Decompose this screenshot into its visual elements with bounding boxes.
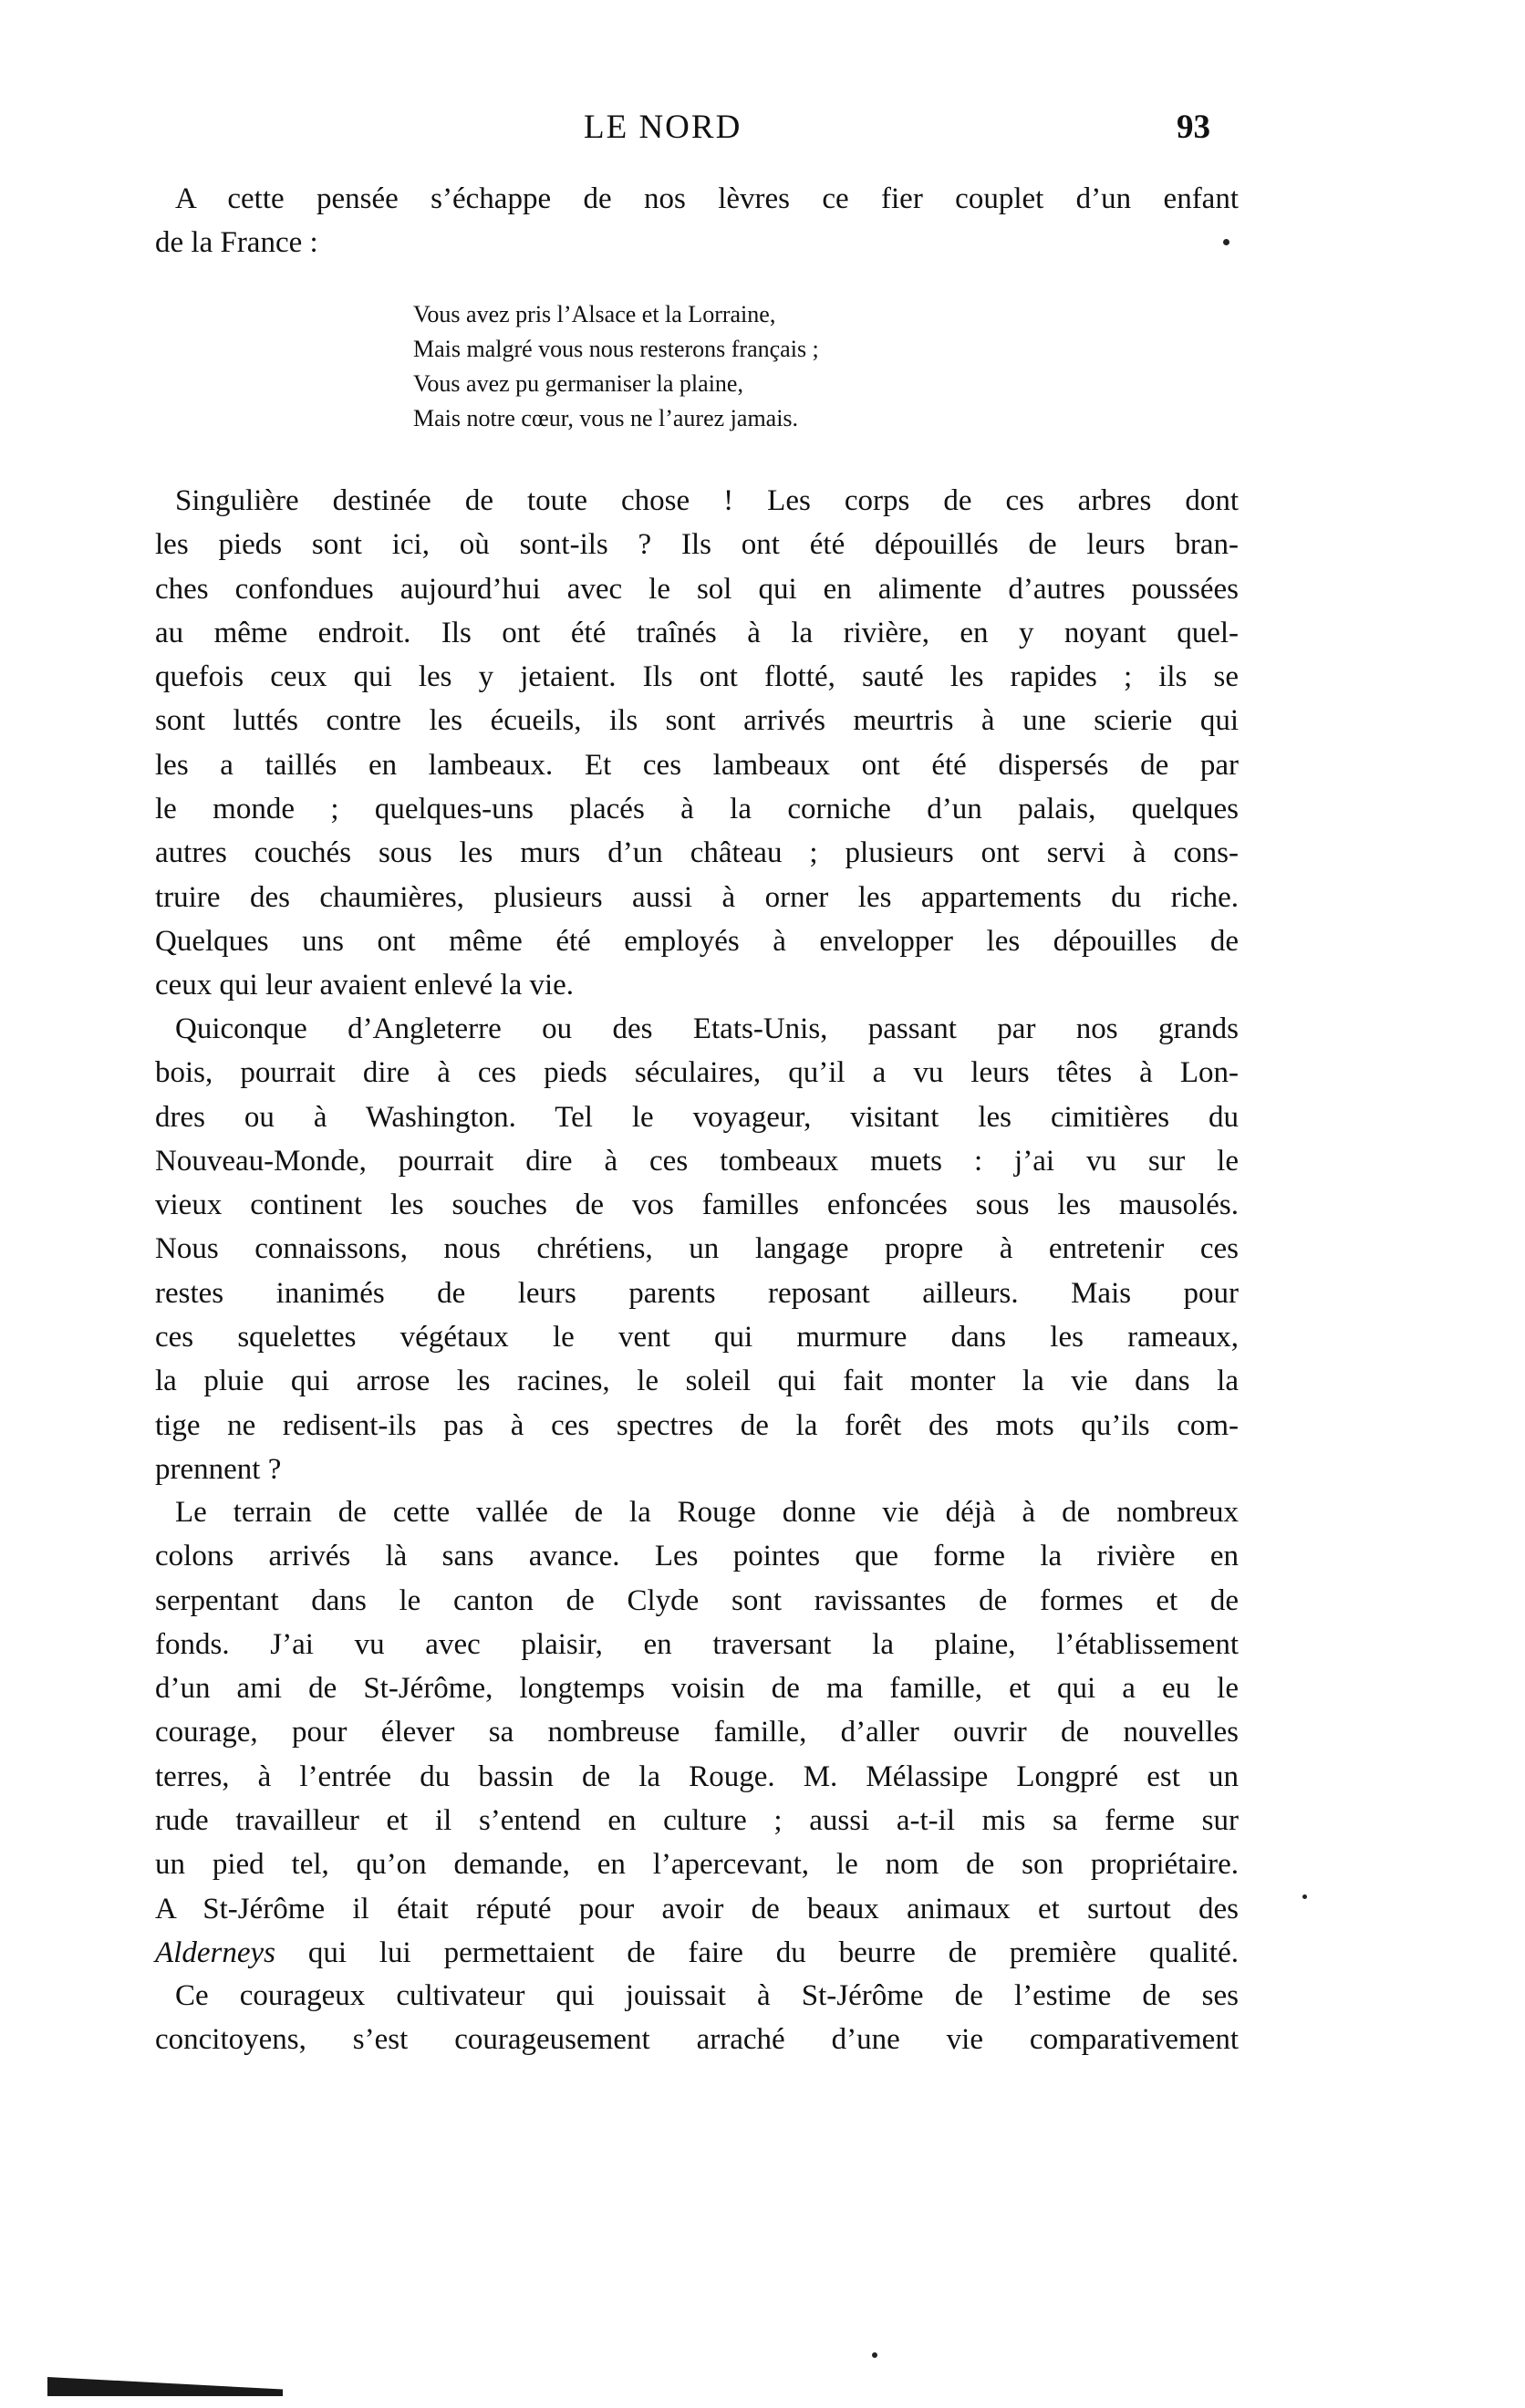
text-line: concitoyens, s’est courageusement arraché d’une vie comparativement bbox=[155, 2023, 1239, 2057]
ink-speck bbox=[1223, 239, 1229, 245]
text-line: Singulière destinée de toute chose ! Les corps de ces arbres dont bbox=[175, 484, 1239, 517]
text-line: serpentant dans le canton de Clyde sont ravissantes de formes et de bbox=[155, 1583, 1239, 1617]
text-line: la pluie qui arrose les racines, le soleil qui fait monter la vie dans la bbox=[155, 1365, 1239, 1398]
text-line: vieux continent les souches de vos familles enfoncées sous les mausolés. bbox=[155, 1188, 1239, 1222]
text-line: tige ne redisent-ils pas à ces spectres de la forêt des mots qu’ils com- bbox=[155, 1408, 1239, 1442]
text-line: Nous connaissons, nous chrétiens, un langage propre à entretenir ces bbox=[155, 1232, 1239, 1266]
text-line: bois, pourrait dire à ces pieds séculaires, qu’il a vu leurs têtes à Lon- bbox=[155, 1056, 1239, 1090]
text-line: ches confondues aujourd’hui avec le sol qui en alimente d’autres poussées bbox=[155, 572, 1239, 606]
text-line: courage, pour élever sa nombreuse famille, d’aller ouvrir de nouvelles bbox=[155, 1716, 1239, 1749]
page-number: 93 bbox=[1177, 109, 1210, 146]
text-line: prennent ? bbox=[155, 1452, 282, 1486]
text-line: au même endroit. Ils ont été traînés à la rivière, en y noyant quel- bbox=[155, 616, 1239, 649]
italic-word: Alderneys bbox=[155, 1936, 275, 1969]
text-line: colons arrivés là sans avance. Les pointes que forme la rivière en bbox=[155, 1540, 1239, 1573]
ink-speck bbox=[1302, 1894, 1307, 1899]
verse-line: Vous avez pu germaniser la plaine, bbox=[413, 370, 743, 397]
text-line: un pied tel, qu’on demande, en l’apercevant, le nom de son propriétaire. bbox=[155, 1848, 1239, 1882]
text-line: ceux qui leur avaient enlevé la vie. bbox=[155, 969, 575, 1002]
text-line: Le terrain de cette vallée de la Rouge donne vie déjà à de nombreux bbox=[175, 1496, 1239, 1529]
text-line: A cette pensée s’échappe de nos lèvres ce fier couplet d’un enfant bbox=[175, 182, 1239, 215]
text-line: quefois ceux qui les y jetaient. Ils ont flotté, sauté les rapides ; ils se bbox=[155, 660, 1239, 694]
text-line: terres, à l’entrée du bassin de la Rouge. M. Mélassipe Longpré est un bbox=[155, 1759, 1239, 1793]
text-line: Nouveau-Monde, pourrait dire à ces tombeaux muets : j’ai vu sur le bbox=[155, 1144, 1239, 1178]
paragraph-4 bbox=[155, 1974, 1239, 2062]
text-line: d’un ami de St-Jérôme, longtemps voisin de ma famille, et qui a eu le bbox=[155, 1672, 1239, 1706]
text-line: autres couchés sous les murs d’un château ; plusieurs ont servi à cons- bbox=[155, 836, 1239, 870]
text-line: truire des chaumières, plusieurs aussi à orner les appartements du riche. bbox=[155, 880, 1239, 914]
text-line: dres ou à Washington. Tel le voyageur, visitant les cimitières du bbox=[155, 1100, 1239, 1134]
verse-line: Mais malgré vous nous resterons français ; bbox=[413, 336, 819, 362]
text-line: Quelques uns ont même été employés à envelopper les dépouilles de bbox=[155, 924, 1239, 958]
ink-speck bbox=[872, 2352, 877, 2358]
text-line: les a taillés en lambeaux. Et ces lambeaux ont été dispersés de par bbox=[155, 748, 1239, 782]
intro-paragraph bbox=[155, 177, 1239, 265]
text-line: de la France : bbox=[155, 226, 318, 260]
scan-edge-mark bbox=[47, 2369, 283, 2396]
text-line: fonds. J’ai vu avec plaisir, en traversant la plaine, l’établissement bbox=[155, 1627, 1239, 1661]
paragraph-1 bbox=[155, 479, 1239, 1008]
text-line: A St-Jérôme il était réputé pour avoir de beaux animaux et surtout des bbox=[155, 1892, 1239, 1925]
running-head: LE NORD bbox=[584, 109, 742, 146]
text-line: Ce courageux cultivateur qui jouissait à St-Jérôme de l’estime de ses bbox=[175, 1979, 1239, 2012]
text-line: Quiconque d’Angleterre ou des Etats-Unis, passant par nos grands bbox=[175, 1012, 1239, 1045]
verse-line: Vous avez pris l’Alsace et la Lorraine, bbox=[413, 301, 776, 327]
line-rest: qui lui permettaient de faire du beurre de première qualité. bbox=[275, 1936, 1239, 1969]
text-line: sont luttés contre les écueils, ils sont arrivés meurtris à une scierie qui bbox=[155, 704, 1239, 738]
text-line: rude travailleur et il s’entend en culture ; aussi a-t-il mis sa ferme sur bbox=[155, 1804, 1239, 1838]
paragraph-3 bbox=[155, 1490, 1239, 1975]
verse-line: Mais notre cœur, vous ne l’aurez jamais. bbox=[413, 405, 799, 431]
text-line: le monde ; quelques-uns placés à la corniche d’un palais, quelques bbox=[155, 793, 1239, 826]
text-line: restes inanimés de leurs parents reposant ailleurs. Mais pour bbox=[155, 1276, 1239, 1310]
verse-quote bbox=[413, 297, 819, 436]
paragraph-2 bbox=[155, 1007, 1239, 1491]
text-line bbox=[155, 1931, 1239, 1975]
text-line: ces squelettes végétaux le vent qui murmure dans les rameaux, bbox=[155, 1321, 1239, 1354]
text-line: les pieds sont ici, où sont-ils ? Ils ont été dépouillés de leurs bran- bbox=[155, 528, 1239, 562]
